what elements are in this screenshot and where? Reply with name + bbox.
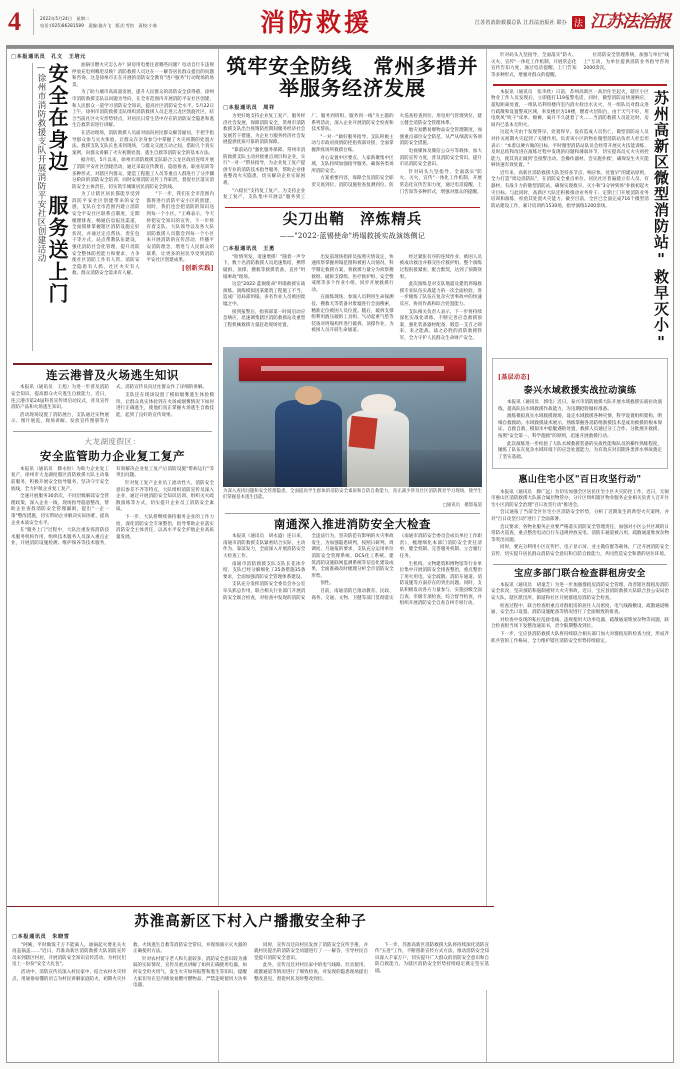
newspaper-wordmark: 江苏法治报 [590, 11, 670, 32]
paragraph: 油锅引燃火灾怎么办？厨房用电要注意哪些问题？电动自行车违规停放充电则哪里反映？消防救援人员这在一一解答居民群众提出的问题和咨询。这是徐州市正在开展的消防安全教育"进户服务"行动现场的场景。 [72, 63, 214, 88]
article-body [11, 385, 214, 426]
paragraph: 本报讯（通讯员 张李欣）日前，苏州高新区一高层住宅起火，辖区小区物业工作人员发现后，立即拨打119报警电话，同时，微型消防站快速响应，超短距离处置，一组队员利用楼内室内消火栓出水灭火，另一组队员对群众进行疏散和设置警戒区域，率发楼层为19楼，燃着火层阳台，由于天气不好，用电吹风"吹干"床单、棉裤，离开不久就着了火……当消防救援人员赶达时，房间内已基本无明火。 [491, 89, 649, 128]
paragraph: 为更好地支持企业复工复产、服务经济社会发展，保障消防安全，常州市消防救援支队出台疫情防控期间服务经济社会发展若干措施，为企业力服务经济社会发展提供优质可靠的消防保障。 [223, 114, 306, 146]
feature-body-continued [72, 192, 214, 278]
paragraph: 演练模拟真实水域救援现场，设定水域救援各种灾情，科学设置组织架构、明细自救救助。水域救援战术展示，熟练掌握各消防组救援技术是成功救援的根本保证、自救自救，模拟水中船艇遇险处置，救援人员通过分工合作、分批展开救援，按照"安全第一、科学施救"的原则，迅速开展救援行动。 [498, 414, 662, 439]
paragraph: 此外，宣传员还对村民家中的电气线路、灶具使用、疏散通道等情况进行了细致检查，对发现的隐患现场提出整改意见，督促村民及时整改到位。 [254, 963, 368, 982]
paragraph: 经过紧张有序的连续作业，被困人员被成功救出并移交医疗救护组。整个演练过程衔接紧密、配合默契，达到了预期效果。 [399, 254, 482, 280]
article-subtitle: ——"2022·蓝锡使命"坍塌救援实战演练侧记 [279, 231, 426, 240]
paragraph: 活动中，消防宣传员深入村民家中，结合农村火灾特点，用通俗易懂的语言为村民讲解家庭防火、初期火灾扑救、火场逃生自救等消防安全常识，并现场演示灭火器的正确使用方法。 [12, 942, 247, 982]
paragraph: 生机构、文物建筑和博物馆等行业单位集中开展消防安全排查整治，重点整治了用火用电、安全疏散、消防车通道、消防设施等方面存在的突出问题。同时，支队积极发动各方力量参与，实施县级全面自查、市级专项检查、综合督导检查，并组织开展消防安全自查自纠专项行动。 [399, 561, 482, 607]
paragraph: 支队相关负责人表示，下一步将持续深化实战化训练，不断完善应急救援预案，强化装备器材配备，锻造一支召之即来、来之能战、战之必胜的消防救援铁军，全力守护人民群众生命财产安全。 [399, 309, 482, 341]
lead-headline: 筑牢安全防线 常州多措并举服务经济发展 [226, 54, 479, 100]
article-title: 安全监管助力企业复工复产 [39, 448, 186, 463]
paragraph: 针对农村留守老人和儿童较多、消防安全意识较为薄弱的实际情况，宣传员重点讲解了如何正确使用电器、如何安全用火用气、发生火灾如何报警和逃生等知识，提醒大家切勿在室内堆放易燃可燃物品，严禁违规使用大功率电器。 [133, 956, 247, 989]
article-drill [223, 212, 482, 507]
feature-vertical-subtitle: —徐州市消防救援支队开展消防平安社区创建活动 [36, 63, 46, 263]
paragraph: 这是"2022·蓝锡使命"坍塌救援实战演练。演练模拟因某建筑工程施工不当，造成厂房局部坍塌，多名作业人员被困废墟之中。 [223, 282, 306, 307]
article-taixing [492, 358, 668, 470]
article-huaian [7, 906, 494, 990]
photo-red-scarf [348, 415, 377, 448]
paragraph: 这起火灾由于发现得早、处置得早，没有造成人员伤亡，微型消防站人员对扑灭初期火灾起到了关键作用。负责该小区的物业微型消防站负责人杜忠坦表示："本着以硬方做的目标，平时微型消防站队员会经常开展灭火技能训练，及时总结和改进在演练过程中发现的问题和薄弱环节，切实提高员灭火灾初控能力，使其真正做到'会接警出动、会操作器材、会实施扑救'，确保发生火灾能够快速有效处置。" [491, 130, 649, 169]
section-rule [13, 363, 212, 365]
paragraph: 接到报警后，指挥部第一时间启动应急响应，迅速调集辖区消防救援站及重型工程机械救援力量赶赴现场处置。 [223, 309, 306, 328]
paragraph: 支队充分发挥消防安全委员会办公室牵头抓总作用，联合相关行业部门开展消防安全联合检查，对检查中发现的消防安全违法行为，坚决防范有影响的火灾事故发生，为加强隐患研判，按照日研判、周调度、月通报的要求，支队充分运用单位消防安全管理系统、DCS化工系统、建筑消防设施联网监测系统等信息化建设成果，全面准确及时梳理分析全市消防安全形势。 [223, 534, 394, 601]
section-title: 消防救援 [260, 7, 373, 37]
paragraph: "一对一"做好服务指导。支队积极主动与市政府疫情防控指挥部对接，全面掌握涉疫场所救援台账。 [311, 134, 394, 153]
article-byline: □本报通讯员 朱晓雪 [12, 933, 70, 940]
paragraph: 为了让辖区居民都能享受到消防平安社区创建带来的安全感，支队在全市范围内建立消防安全平安社区联系点制度，定期梳理排查，畅通信息报送渠道，全面摸排掌握辖区消防设施完好状况，并通过定点帮扶、责任包干等方式，站点帮教队伍建设，强化消防社会化管理，提升消防安全整体防控能力和要求，力争使社区消防工作有人管、消防安全隐患有人抓、社区火灾有人救、群众消防安全需求有人解。 [72, 192, 140, 277]
article-body [223, 255, 482, 343]
paragraph: 为了助力城市高质量发展，提升人民群众的消防安全获得感，徐州市消防救援支队以问题为导向，在全市范围内开展消防平安社区创建，和人民群众一道学习消防安全知识，提高社区消防安全水平。5月22日上午，徐州市消防救援支队组织消防救援人员走进云龙区凯旋社区，结合当前社区火灾形势特点，对居民日常生活中存在的消防安全隐患和逃生自救常识进行讲解。 [72, 90, 214, 129]
photo-caption: 为深入查找问题和安全管理隐患，全面提高学生群体的消防安全素质和自防自救能力，真正减少涉及社区消防教育学习现场，使学生们掌握基本逃生技能。 [223, 488, 482, 500]
article-title: 泰兴水域救援实战拉动演练 [523, 385, 637, 396]
editorial-staff-line: 电话:(025)86281589 责编:施方飞 版式:雪怡 责校:小春 [40, 23, 158, 28]
page-number: 4 [8, 7, 21, 36]
paragraph: 活动现场设置了消防展台，支队通过实物展示、图片展览、现场讲解、发放宣传图册等方式，消防宣传员向过往群众作了详细的讲解。 [11, 385, 207, 425]
paragraph: 在演练现场，参演人员利用生命探测仪、搜救犬等装备对废墟进行全面搜索，精准定位被困人员位置。随后，破拆支撑组利用液压破拆工具组、气动起重气垫等装备对坍塌构件进行破拆、顶撑作业，为被困人员开辟生命通道。 [311, 295, 394, 334]
paragraph: 目前，南通消防已推动教育、民政、商务、交通、文物、卫健等部门贯彻落实《南通市消防安全委员会成员单位工作职责》，梳理细化本部门消防安全责任清单，健全机制、完善服务机制、立合履行任务。 [311, 534, 482, 601]
article-title: 尖刀出鞘 淬炼精兵 [282, 211, 423, 229]
article-title: 惠山住宅小区"百日攻坚行动" [518, 475, 642, 486]
paragraph: 会议通报了当前全区住宅小区消防安全形势，分析了近期发生的典型火灾案例，并对"百日攻坚行动"进行了全面部署。 [491, 510, 669, 522]
paragraph: 针对码头九坚指导，全面落实"防火、灭火、宣传"一体化工作机制，开展常态化宣传告知力度，通过电话提醒、上门告知等多种形式，增强对群众的提醒。 [491, 53, 577, 78]
paragraph: 同时，要充分利用小区宣传栏、电子显示屏、业主微信群等载体，广泛开展消防安全宣传，切实提升居民群众消防安全意识和自防自救能力，共同营造安全和谐的居住环境。 [491, 545, 669, 557]
paragraph: 本报讯（通讯员 王旭）为进一步普及消防安全知识，提高群众火灾逃生自救能力，近日，连云港市第24届科普宣传周启动仪式，普及宣传消防产品和火场逃生知识。 [11, 385, 109, 411]
paragraph: 本报讯（通讯员 胡永盛）连日来，南通市消防救援支队紧密结合实际，主动作为、靠前发力，全面深入开展消防安全大检查工作。 [223, 534, 306, 560]
article-title: 苏淮高新区下村入户播撒安全种子 [134, 913, 367, 930]
article-suzhou [491, 90, 669, 352]
publication-date: 2022年5月24日 星期二 [40, 16, 90, 21]
article-body [491, 583, 669, 645]
paragraph: 预性。 [320, 581, 334, 587]
paragraph: 此次演练进一步检验了大队水域救援装备的实战性能和队员的操作熟练程度，锤炼了队伍在复杂水域环境下的应急处置能力，为有效应对汛期各类涉水事故奠定了坚实基础。 [498, 441, 662, 460]
photo-firefighter-blue [275, 400, 342, 487]
masthead-meta [40, 15, 157, 29]
paragraph: 方案重要内容，保障全员消防安全职责交底到位、消防设施检查复测到位、防火巡查检查到位、用电用气管理到位，建立健全消防安全管理体系。 [311, 114, 482, 188]
section-rule [493, 84, 667, 85]
feature-tag: [创新实践] [181, 264, 214, 272]
paragraph: 支队还在现场设置了模拟烟雾逃生体验模块，让群众真实体验到在火场或烟雾情况下如何进行正确逃生，使他们真正掌握火场逃生自救技能，起到了良好的宣传效果。 [116, 392, 214, 418]
paragraph: 同时，宣传员还向村民发放了消防安全宣传手册，并就村民提出的消防安全问题进行了一一解答，引导村民自觉提升消防安全意识。 [254, 942, 368, 961]
column-right [487, 49, 673, 1062]
paragraph: 地灾易燃易爆物品安全管理制度，加强重点部位安全防范，从严从细落实各项消防安全措施。 [399, 128, 482, 147]
paragraph: "阿姨，平时做饭千万不能离人，油锅起火要先关火再盖锅盖……"近日，苏淮高新区消防救援大队消防宣传员来到辖区村居，开展消防安全知识宣传活动，为村民们送上一份份"安全大礼包"。 [12, 942, 126, 968]
article-changzhou [223, 55, 482, 202]
article-body [498, 400, 662, 461]
paragraph: 本报讯（通讯员 滕永恒）为助力企业复工复产，徐州市大龙湖度假区消防救援大队主动靠前服务，积极开展安全指导服务，坚决守牢安全底线，全力护航企业复工复产。 [11, 466, 109, 492]
photo-banner [239, 358, 467, 382]
newspaper-logo-icon: 法 [572, 16, 585, 29]
article-lianyungang [11, 369, 214, 426]
changzhou-overflow [491, 53, 669, 79]
paragraph: 在活动现场，消防救援人员面对面向居民群众解答疑问，手把手指导群众参与灭火体验，让群众在亲身参与中掌握了火灾初期的处置方法。救援支队支队长也来到现场，与群众交流互动之间，借助几个真实案例，向群众讲解了火灾初期处置、逃生自救等消防安全的基本方法。 [72, 130, 214, 156]
article-byline: □本报通讯员 周祥 [223, 105, 275, 111]
paragraph: 此次演练是对支队地震及建筑坍塌救援专业队伍实战能力的一次全面检验，进一步锤炼了队伍在复杂灾害事故中的快速反应、协同作战和综合处置能力。 [399, 282, 482, 307]
article-dalonghu [11, 436, 214, 548]
article-body [12, 943, 489, 990]
paragraph: 电视媒体及微信公众号等载体，加大消防宣传力度，普及消防安全常识，提升市民消防安全意识。 [399, 148, 482, 168]
article-title: 连云港普及火场逃生知识 [45, 367, 180, 382]
article-huishan [491, 475, 669, 558]
cooperation-line: 江苏省消防救援总队 江苏法治报社 联办 [475, 19, 567, 26]
paragraph: 据介绍，5月以来，徐州市消防救援支队联合云龙区政府连续开展了消防平安社区创建活动，通过采取宣传教育、隐患排查、职业培训等多种形式，对辖区内群众、建造工程施工人员等重点人群进行了分步骤分阶段的消防安全培训，同时安排消防宣传工作职责，督促社区落实消防安全主体责任，切实筑牢城镇居民消防安全防线。 [72, 158, 214, 190]
article-nantong [223, 518, 482, 608]
section-rule [13, 431, 212, 432]
paragraph: 针对码头九坚指导，全面落实"防火、灭火、宣传"一体化工作机制，开展常态化宣传告知力度，通过电话提醒、上门告知等多种形式，增强对群众的提醒。 [399, 169, 482, 195]
feature-byline: □本报通讯员 孔文 王培元 [11, 54, 86, 60]
article-vertical-title: 苏州高新区微型消防站"救早灭小" [652, 89, 670, 352]
masthead [0, 0, 680, 44]
paragraph: 针对复工复产企业员工流动性大、消防安全意识参差不齐等特点，大队组织消防宣传员深入企业，通过开展消防安全知识培训、组织灭火疏散演练等方式，切实提升企业员工消防安全素质。 [116, 480, 214, 513]
article-byline: □本报通讯员 王勇 [223, 245, 275, 252]
section-rule [225, 513, 480, 514]
paragraph: 位消防安全管理系统，加强与单位"线上"互动，为单位提供消防业务指导咨询2000余次。 [583, 53, 669, 72]
paragraph: 南通市消防救援支队支队长花冰介绍，支队已经分解细化了25条措施35条要求，全面加强消防安全管理体系建设。 [223, 561, 306, 580]
paragraph: 对检查中发现的私拉乱接电线、违规使用大功率电器、疏散通道堆放杂物等问题，联合检查组当场下发整改通知书，责令限期整改到位。 [491, 617, 669, 630]
paragraph: 下一步，苏淮高新区消防救援大队将持续深化消防宣传"五进"工作，不断创新宣传方式方法，推动消防安全知识深入千家万户，切实提升广大群众的消防安全意识和自防自救能力，为辖区消防安全形势持续稳定奠定坚实基础。 [375, 942, 489, 975]
photo-credit: □通讯员 摄影报道 [442, 502, 482, 508]
paragraph: 全速开展服务30余次，不同层级解读安全管理政策，深入企业一线，现场指导隐患整改，帮助企业查找消防安全管理漏洞，提出"一企一策"整改措施，切实帮助企业解决实际困难，提高企业本质安全水平。 [11, 494, 109, 526]
paragraph: 在"服务上门"过程中，大队注重发挥消防技术服务机构作用，组织技术服务人员深入重点企业，开展消防设施检测、维护保养等技术服务，有效解决企业复工复产后消防设施"带病运行"等突出问题。 [11, 466, 214, 547]
section-rule [225, 207, 480, 208]
paragraph: "下一步，我们在全市范围内都将进行消防平安小区的创建，同时，我们也会把消防的知识送到每一个小区。"王峰表示，今天将把安全知识的宣传，下一步将有着支队、大队领导以及各大队消防救援人员都会到每一个小区来开展消防的宣传活动，传播平安消防理念，增进与人民群众的联系，让更多的居民享受到消防平安社区创建成果。 [146, 192, 214, 264]
feature-vertical-title-block [11, 63, 67, 355]
paragraph: 出发前现场指挥员按照灾情设定，快速侦察掌握坍塌范围和被困人员情况，科学制定救援方案，将救援力量分为侦察搜救组、破拆支撑组、医疗救护组、安全警戒组等多个作业小组，同步开展救援行动。 [311, 254, 394, 293]
article-body [11, 467, 214, 548]
paragraph: 下一步，大队将继续保持服务企业的工作力度，深化消防安全专项整治，指导帮助企业落实消防安全主体责任，以高水平安全护航企业高质量发展。 [116, 514, 214, 540]
masthead-left [6, 9, 157, 35]
article-body [491, 490, 669, 559]
masthead-divider [33, 9, 34, 35]
paragraph: 下一步，宝应县消防救援大队将持续联合相关部门加大对群租房的检查力度，形成齐抓共管的工作格局，全力维护辖区消防安全形势持续稳定。 [491, 631, 669, 644]
paragraph: "六稳位"支持复工复产。为支持企业复工复产，支队集中开展以"服务到工厂、服务到班组、服务到一线"为主题的系列活动，深入企业开展消防安全检查和技术帮扶。 [223, 114, 394, 201]
feature-vertical-title: 安全在身边 服务送上门 [45, 63, 69, 305]
article-kicker: 大龙湖度假区： [84, 436, 141, 446]
drill-photo [223, 347, 482, 487]
paragraph: 本报讯（通讯员 胡童芝）为进一步加强群租房消防安全管理，改善辖区群租房消防安全状况，坚决预防和遏制重特大火灾事故，近日，宝应县消防救援大队联合县公安局治安大队、辖区派出所、街道和社区开展群租房消防安全检查。 [491, 582, 669, 601]
article-body [223, 534, 482, 608]
article-body [491, 90, 649, 212]
article-title: 南通深入推进消防安全大检查 [273, 516, 432, 531]
article-title: 宝应多部门联合检查群租房安全 [514, 568, 646, 579]
article-body [223, 114, 482, 202]
paragraph: 本报讯（通讯员 郭电）近日，泰兴市消防救援大队开展水域救援实战拉动演练，提高队伍水域救援作战能力，为汛期抢险做好准备。 [498, 400, 662, 412]
paragraph: "险情突发，请速增援！"随着一声令下，数十名消防救援人员迅速集结，携带破拆、顶撑、搜救等救援装备，直扑"坍塌事故"现场。 [223, 254, 306, 280]
paragraph: "靠前站位"强化服务保障。常州市消防救援支队主动对接重点项目和企业，实行"一对一"帮扶指导，为企业复工复产提供专业的消防技术指导服务，帮助企业排查整改火灾隐患，切实解决企业实际困难。 [223, 147, 306, 186]
masthead-right [475, 11, 670, 32]
paragraph: 本报讯（通讯员 滕广远）为切实加强全区居民住宅小区火灾防控工作，近日，无锡市惠山区消防救援大队联合属层物管办，分片区组织辖区物业服务企业相关负责人召开住宅小区消防安全治理"百日攻坚行动"推进会。 [491, 489, 669, 508]
feature-title-divider [32, 63, 33, 351]
section-rule [493, 564, 667, 565]
article-baoying [491, 569, 669, 646]
masthead-center [157, 7, 475, 37]
paragraph: 会议要求，各物业服务企业要严格落实消防安全管理责任，加强对小区公共区域的日常防火巡查，重点整治电动自行车违规停放充电、消防车通道被占用、疏散通道堆放杂物等突出问题。 [491, 524, 669, 543]
feature-article [11, 63, 214, 357]
section-tag: [基层动态] [498, 373, 531, 381]
paragraph: 检查过程中，联合检查组重点对群租房的居住人员密度、电气线路敷设、疏散通道畅通、安全出口设置、消防设施配备等情况进行了全面细致的排查。 [491, 603, 669, 616]
paragraph: 近年来，高新区消防救援大队坚持多节点、响应快、处置早"的建站原则，全力打造"周边消防队"，在消防安全重点单位、居民社区普遍建立有人员、有器材、有战斗力的微型消防站，确保实现救早、灭小和"3分钟到场"扑救初起火灾目标。与此同时，高新区大队还积极推动业务骨干、定期上门开展消防业务培训和演练，检验其处置火灾能力。截至目前，全区已全面完成716个微型消防站建设工作，累计培训约1530场，指导演练1200余场。 [491, 170, 649, 209]
paragraph: 对心安置中区要点、人家新聚集中区域，支队持续加强指导服务，确保各类场所消防安全。 [311, 155, 394, 174]
